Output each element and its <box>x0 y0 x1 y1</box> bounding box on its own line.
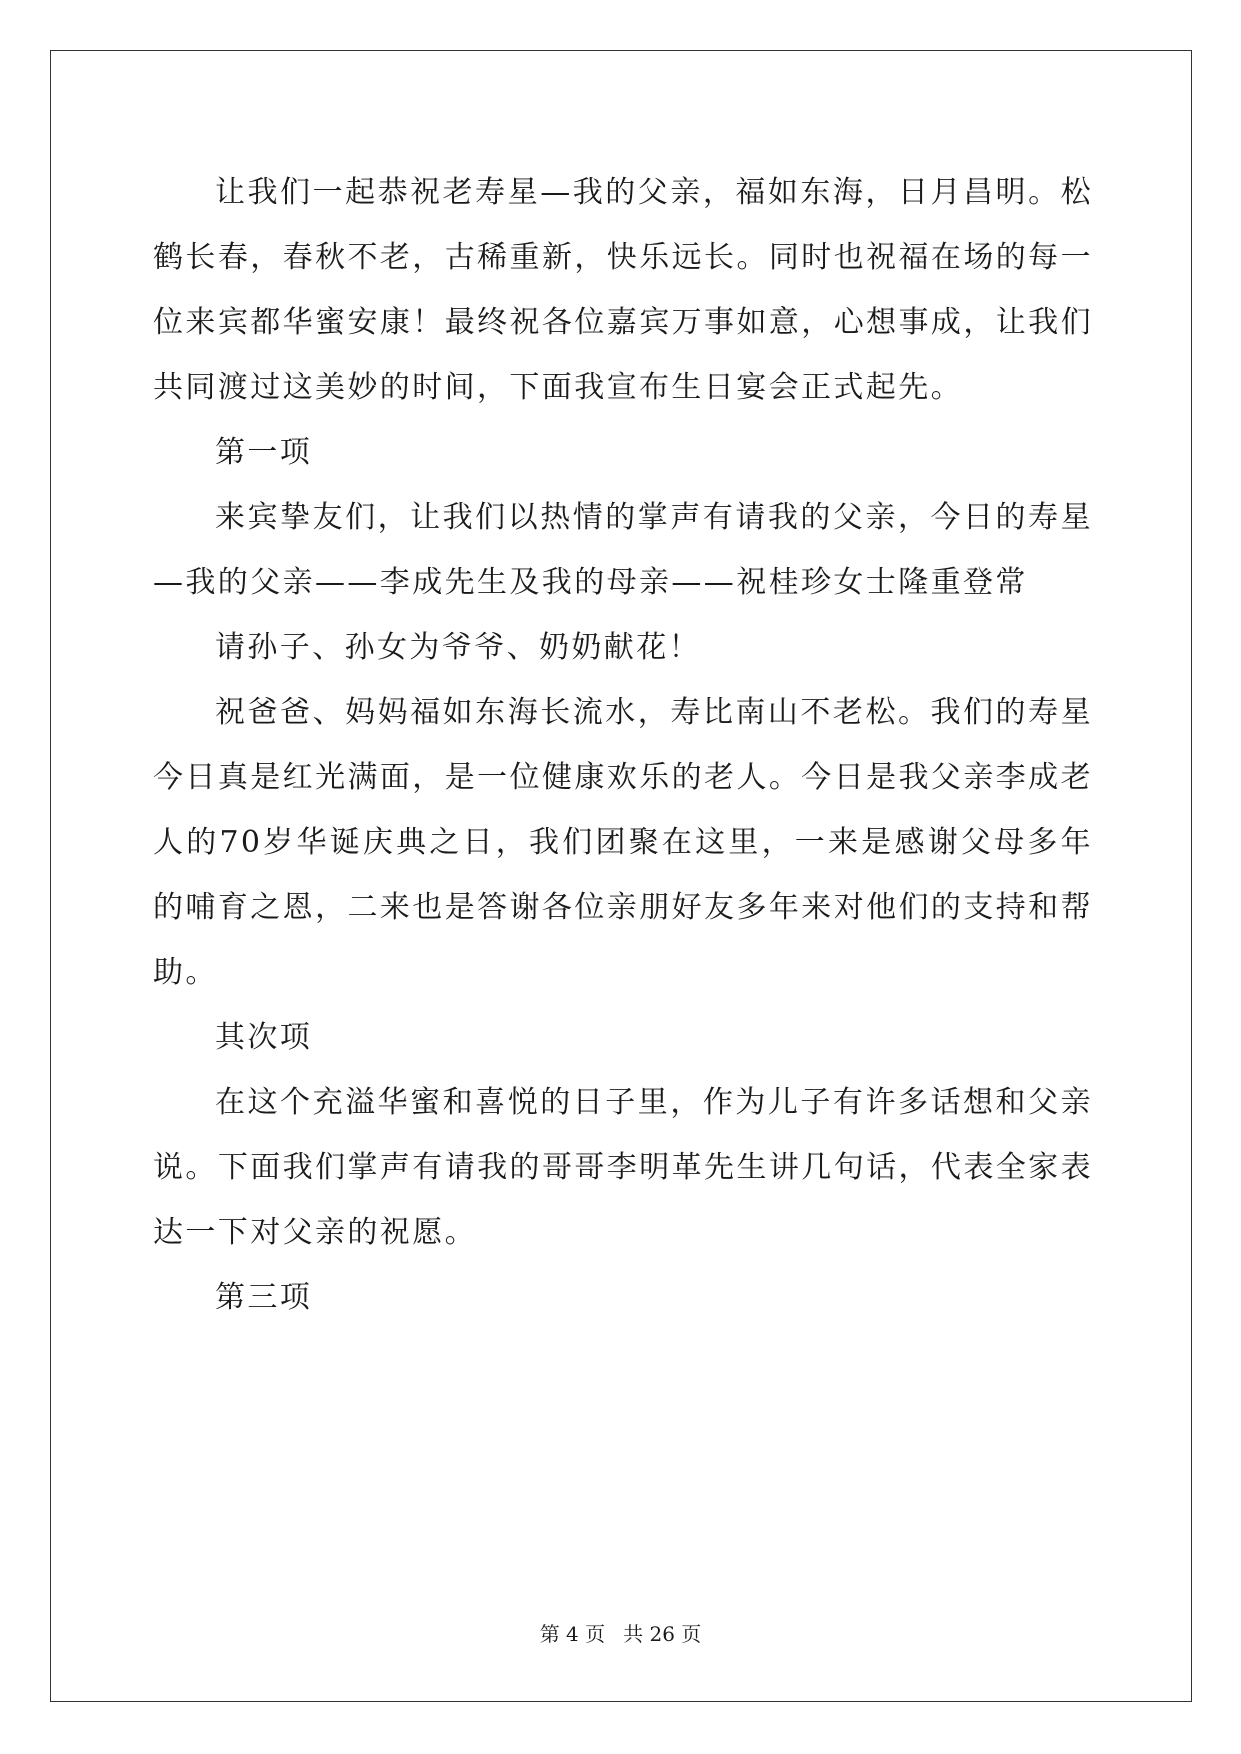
section-heading-item-1: 第一项 <box>215 435 313 470</box>
paragraph-brother-speech: 在这个充溢华蜜和喜悦的日子里，作为儿子有许多话想和父亲说。下面我们掌声有请我的哥哥李明革先生讲几句话，代表全家表达一下对父亲的祝愿。 <box>153 1085 1093 1250</box>
paragraph-blessing: 让我们一起恭祝老寿星—我的父亲，福如东海，日月昌明。松鹤长春，春秋不老，古稀重新，快乐远长。同时也祝福在场的每一位来宾都华蜜安康！最终祝各位嘉宾万事如意，心想事成，让我们共同渡过这美妙的时间，下面我宣布生日宴会正式起先。 <box>153 175 1093 405</box>
paragraph-invite-parents: 来宾挚友们，让我们以热情的掌声有请我的父亲，今日的寿星—我的父亲——李成先生及我的母亲——祝桂珍女士隆重登常 <box>153 500 1093 600</box>
page-footer <box>0 1618 1241 1647</box>
section-heading-item-3: 第三项 <box>215 1280 313 1315</box>
document-body <box>153 160 1093 1330</box>
page-number: 第 4 页 <box>539 1622 606 1646</box>
section-heading-item-2: 其次项 <box>215 1020 313 1055</box>
page-total: 共 26 页 <box>623 1622 702 1646</box>
paragraph-birthday-wishes: 祝爸爸、妈妈福如东海长流水，寿比南山不老松。我们的寿星今日真是红光满面，是一位健康欢乐的老人。今日是我父亲李成老人的70岁华诞庆典之日，我们团聚在这里，一来是感谢父母多年的哺育之恩，二来也是答谢各位亲朋好友多年来对他们的支持和帮助。 <box>153 695 1093 990</box>
paragraph-present-flowers: 请孙子、孙女为爷爷、奶奶献花！ <box>215 630 701 665</box>
